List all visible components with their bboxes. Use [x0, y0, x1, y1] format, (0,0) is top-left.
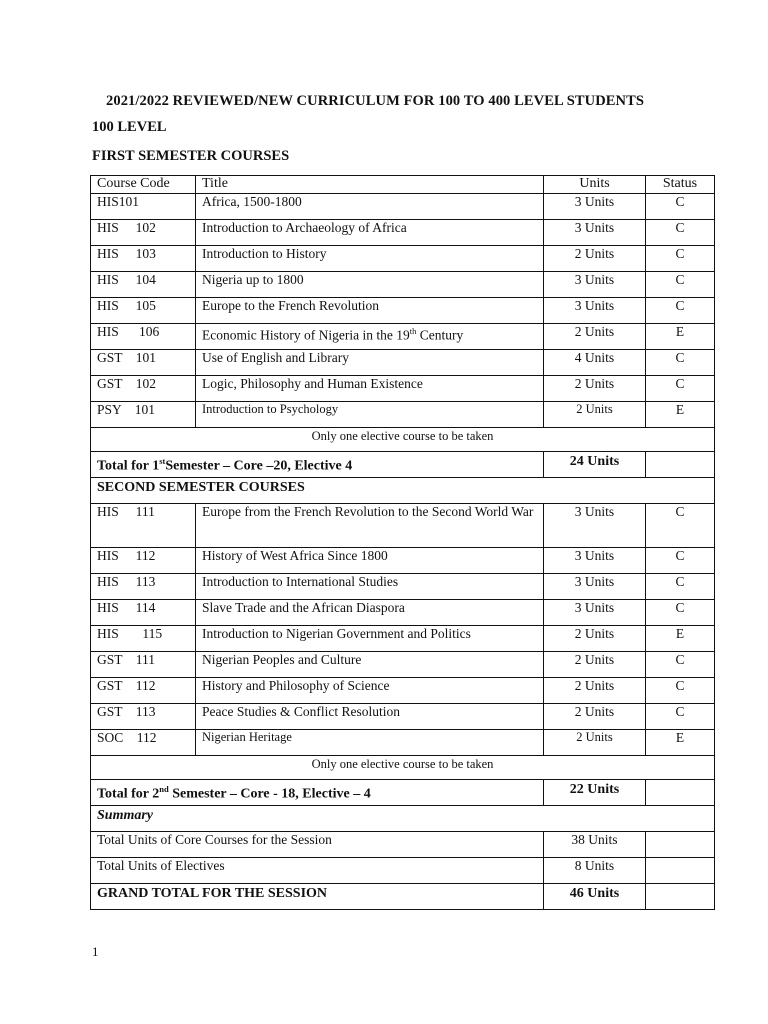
course-status: C: [646, 704, 715, 730]
course-title: Introduction to Psychology: [196, 402, 544, 428]
total-label-text: Total for 1: [97, 458, 160, 474]
summary-heading: Summary: [91, 806, 715, 832]
course-title: Use of English and Library: [196, 350, 544, 376]
summary-row: [91, 858, 715, 884]
course-units: 2 Units: [544, 678, 646, 704]
course-status: E: [646, 324, 715, 350]
course-code: HIS 114: [91, 600, 196, 626]
course-status: C: [646, 350, 715, 376]
grand-total-row: [91, 884, 715, 910]
course-title: Slave Trade and the African Diaspora: [196, 600, 544, 626]
course-status: C: [646, 678, 715, 704]
course-units: 2 Units: [544, 704, 646, 730]
second-semester-total-units: 22 Units: [544, 780, 646, 806]
course-status: E: [646, 730, 715, 756]
elective-note: Only one elective course to be taken: [91, 428, 715, 452]
second-semester-heading: SECOND SEMESTER COURSES: [91, 478, 715, 504]
table-row: [91, 324, 715, 350]
course-title: History and Philosophy of Science: [196, 678, 544, 704]
course-units: 2 Units: [544, 324, 646, 350]
course-units: 3 Units: [544, 548, 646, 574]
course-title: Europe to the French Revolution: [196, 298, 544, 324]
curriculum-table: [90, 175, 715, 910]
table-row: [91, 504, 715, 548]
course-code: GST 101: [91, 350, 196, 376]
header-title: Title: [196, 176, 544, 194]
course-title: [196, 324, 544, 350]
course-status: C: [646, 504, 715, 548]
course-status: C: [646, 298, 715, 324]
summary-units: 38 Units: [544, 832, 646, 858]
level-heading: 100 LEVEL: [92, 119, 167, 135]
elective-note-row: [91, 756, 715, 780]
first-semester-heading: FIRST SEMESTER COURSES: [92, 148, 290, 164]
course-title-text: Economic History of Nigeria in the 19: [202, 327, 410, 343]
first-semester-total-row: [91, 452, 715, 478]
course-title: Introduction to International Studies: [196, 574, 544, 600]
course-code: HIS 115: [91, 626, 196, 652]
empty-cell: [646, 832, 715, 858]
course-units: 4 Units: [544, 350, 646, 376]
elective-note-row: [91, 428, 715, 452]
total-label-text: Total for 2: [97, 786, 160, 802]
course-code: GST 102: [91, 376, 196, 402]
ordinal-suffix: nd: [159, 784, 169, 794]
table-row: [91, 730, 715, 756]
summary-label: Total Units of Electives: [91, 858, 544, 884]
table-row: [91, 402, 715, 428]
empty-cell: [646, 780, 715, 806]
table-row: [91, 678, 715, 704]
course-units: 3 Units: [544, 504, 646, 548]
course-units: 2 Units: [544, 402, 646, 428]
table-row: [91, 652, 715, 678]
course-code: HIS 103: [91, 246, 196, 272]
course-code: GST 111: [91, 652, 196, 678]
grand-total-units: 46 Units: [544, 884, 646, 910]
course-units: 2 Units: [544, 652, 646, 678]
course-units: 2 Units: [544, 730, 646, 756]
course-status: C: [646, 220, 715, 246]
course-status: E: [646, 626, 715, 652]
table-row: [91, 272, 715, 298]
total-label-text: Semester – Core –20, Elective 4: [165, 458, 353, 474]
course-units: 3 Units: [544, 220, 646, 246]
course-status: C: [646, 548, 715, 574]
table-row: [91, 298, 715, 324]
course-units: 2 Units: [544, 376, 646, 402]
table-row: [91, 376, 715, 402]
course-status: C: [646, 272, 715, 298]
course-title: History of West Africa Since 1800: [196, 548, 544, 574]
course-units: 2 Units: [544, 246, 646, 272]
table-row: [91, 246, 715, 272]
course-units: 3 Units: [544, 574, 646, 600]
document-title: 2021/2022 REVIEWED/NEW CURRICULUM FOR 100 TO 400 LEVEL STUDENTS: [106, 93, 645, 109]
course-title: Introduction to Nigerian Government and Politics: [196, 626, 544, 652]
table-header-row: [91, 176, 715, 194]
course-status: C: [646, 194, 715, 220]
course-title-text: Century: [416, 327, 464, 343]
table-row: [91, 194, 715, 220]
course-code: HIS 113: [91, 574, 196, 600]
first-semester-total-units: 24 Units: [544, 452, 646, 478]
course-code: HIS 111: [91, 504, 196, 548]
course-code: HIS 112: [91, 548, 196, 574]
total-label-text: Semester – Core - 18, Elective – 4: [168, 786, 371, 802]
course-title: Nigeria up to 1800: [196, 272, 544, 298]
table-row: [91, 548, 715, 574]
course-title: Nigerian Peoples and Culture: [196, 652, 544, 678]
ordinal-suffix: st: [159, 456, 166, 466]
course-units: 3 Units: [544, 600, 646, 626]
course-code: HIS 106: [91, 324, 196, 350]
course-status: C: [646, 246, 715, 272]
second-semester-total-label: [91, 780, 544, 806]
course-units: 2 Units: [544, 626, 646, 652]
second-semester-heading-row: [91, 478, 715, 504]
course-code: GST 113: [91, 704, 196, 730]
elective-note: Only one elective course to be taken: [91, 756, 715, 780]
page-number: 1: [92, 944, 99, 959]
course-status: C: [646, 376, 715, 402]
course-status: C: [646, 574, 715, 600]
course-title: Introduction to History: [196, 246, 544, 272]
ordinal-suffix: th: [409, 326, 417, 336]
table-row: [91, 704, 715, 730]
course-title: Europe from the French Revolution to the Second World War: [196, 504, 544, 548]
course-code: HIS 105: [91, 298, 196, 324]
course-title: Logic, Philosophy and Human Existence: [196, 376, 544, 402]
course-units: 3 Units: [544, 272, 646, 298]
course-code: HIS 102: [91, 220, 196, 246]
course-units: 3 Units: [544, 298, 646, 324]
course-units: 3 Units: [544, 194, 646, 220]
course-title: Africa, 1500-1800: [196, 194, 544, 220]
table-row: [91, 350, 715, 376]
course-code: HIS 104: [91, 272, 196, 298]
summary-units: 8 Units: [544, 858, 646, 884]
empty-cell: [646, 884, 715, 910]
course-code: PSY 101: [91, 402, 196, 428]
course-title: Nigerian Heritage: [196, 730, 544, 756]
empty-cell: [646, 858, 715, 884]
course-status: E: [646, 402, 715, 428]
course-status: C: [646, 652, 715, 678]
header-status: Status: [646, 176, 715, 194]
table-row: [91, 626, 715, 652]
table-row: [91, 600, 715, 626]
course-status: C: [646, 600, 715, 626]
course-code: SOC 112: [91, 730, 196, 756]
table-row: [91, 574, 715, 600]
first-semester-total-label: [91, 452, 544, 478]
course-code: HIS101: [91, 194, 196, 220]
header-units: Units: [544, 176, 646, 194]
second-semester-total-row: [91, 780, 715, 806]
course-code: GST 112: [91, 678, 196, 704]
course-title: Introduction to Archaeology of Africa: [196, 220, 544, 246]
course-title: Peace Studies & Conflict Resolution: [196, 704, 544, 730]
table-row: [91, 220, 715, 246]
empty-cell: [646, 452, 715, 478]
header-course-code: Course Code: [91, 176, 196, 194]
summary-row: [91, 832, 715, 858]
summary-label: Total Units of Core Courses for the Session: [91, 832, 544, 858]
grand-total-label: GRAND TOTAL FOR THE SESSION: [91, 884, 544, 910]
summary-heading-row: [91, 806, 715, 832]
